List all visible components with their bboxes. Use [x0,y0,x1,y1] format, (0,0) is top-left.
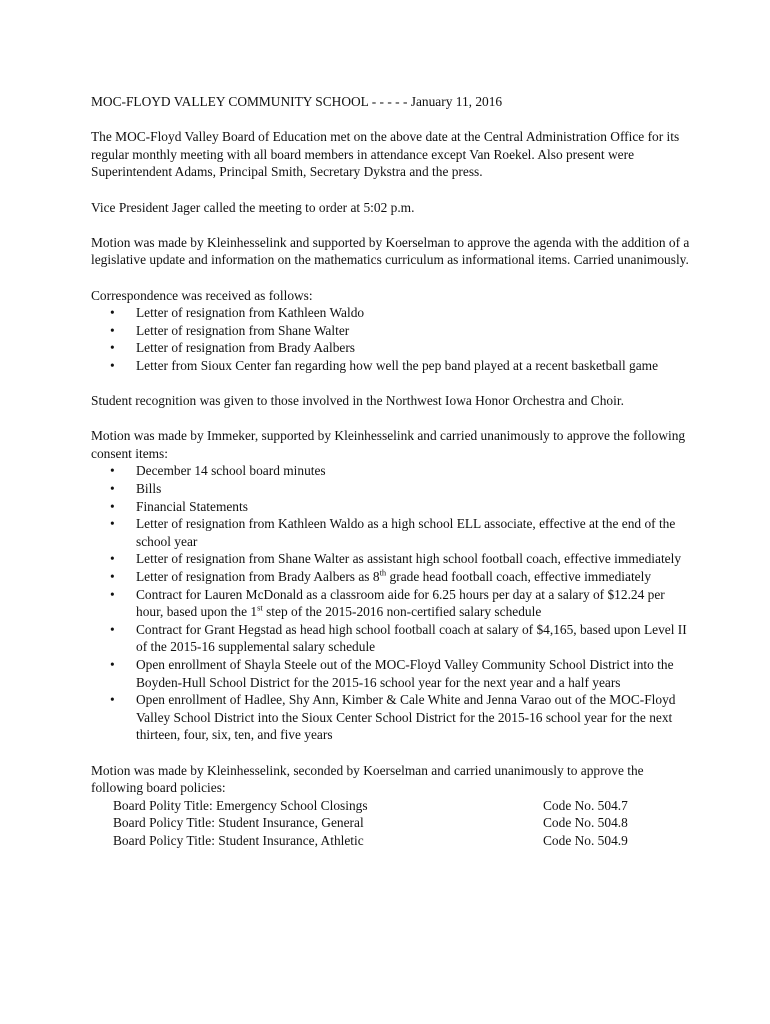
list-item: • Contract for Grant Hegstad as head high school football coach at salary of $4,165, based upon Level II of the 2015-16 supplemental salary schedule [136,621,691,656]
item-text: Letter of resignation from Brady Aalbers as 8 [136,569,380,585]
list-item: • Letter of resignation from Kathleen Waldo as a high school ELL associate, effective at the end of the school year [136,515,691,550]
list-item: • Letter of resignation from Brady Aalbers [136,339,691,357]
policy-code: Code No. 504.9 [543,832,628,848]
list-item: • Financial Statements [136,498,691,516]
list-item [136,568,691,586]
list-item: • Open enrollment of Shayla Steele out of the MOC-Floyd Valley Community School District into the Boyden-Hull School District for the 2015-16 school year for the next year and a half years [136,656,691,691]
correspondence-list [91,304,691,374]
policy-code: Code No. 504.8 [543,815,628,831]
policy-row [91,814,691,832]
policy-list [91,797,691,850]
list-item: • Letter from Sioux Center fan regarding how well the pep band played at a recent basketball game [136,357,691,375]
list-item: • December 14 school board minutes [136,462,691,480]
call-to-order-paragraph: Vice President Jager called the meeting to order at 5:02 p.m. [91,199,415,215]
ordinal-suffix: th [379,567,387,578]
item-text: Contract for Lauren McDonald as a classroom aide for 6.25 hours per day at a salary of $12.24 per hour, based upon the 1 [136,586,665,620]
policy-title: Board Policy Title: Student Insurance, General [113,815,364,831]
list-item [136,586,691,621]
list-item: • Bills [136,480,691,498]
list-item: • Letter of resignation from Shane Walter as assistant high school football coach, effective immediately [136,550,691,568]
student-recognition-paragraph: Student recognition was given to those involved in the Northwest Iowa Honor Orchestra and Choir. [91,393,624,409]
policy-row [91,832,691,850]
policy-motion-paragraph: Motion was made by Kleinhesselink, seconded by Koerselman and carried unanimously to approve the following board policies: [91,762,644,796]
policy-code: Code No. 504.7 [543,797,628,813]
item-text: grade head football coach, effective immediately [386,569,652,585]
policy-title: Board Polity Title: Emergency School Closings [113,797,368,813]
list-item: • Letter of resignation from Shane Walter [136,322,691,340]
list-item: • Letter of resignation from Kathleen Waldo [136,304,691,322]
policy-row [91,797,691,815]
intro-paragraph: The MOC-Floyd Valley Board of Education met on the above date at the Central Administration Office for its regular monthly meeting with all board members in attendance except Van Roekel. Also present were Superintendent Adams, Principal Smith, Secretary Dykstra and the press. [91,129,680,180]
policy-title: Board Policy Title: Student Insurance, Athletic [113,832,364,848]
list-item: • Open enrollment of Hadlee, Shy Ann, Kimber & Cale White and Jenna Varao out of the MOC-Floyd Valley School District into the Sioux Center School District for the 2015-16 school year for the next thirteen, four, six, ten, and five years [136,691,691,744]
correspondence-intro: Correspondence was received as follows: [91,287,313,303]
document-title: MOC-FLOYD VALLEY COMMUNITY SCHOOL - - - - - January 11, 2016 [91,94,503,109]
agenda-motion-paragraph: Motion was made by Kleinhesselink and supported by Koerselman to approve the agenda with the addition of a legislative update and information on the mathematics curriculum as informational items. Carried unanimously. [91,234,690,268]
item-text: step of the 2015-2016 non-certified salary schedule [262,604,542,620]
ordinal-suffix: st [257,602,263,613]
consent-motion-paragraph: Motion was made by Immeker, supported by Kleinhesselink and carried unanimously to approve the following consent items: [91,428,686,461]
document-body [91,93,691,850]
consent-items-list [91,462,691,744]
